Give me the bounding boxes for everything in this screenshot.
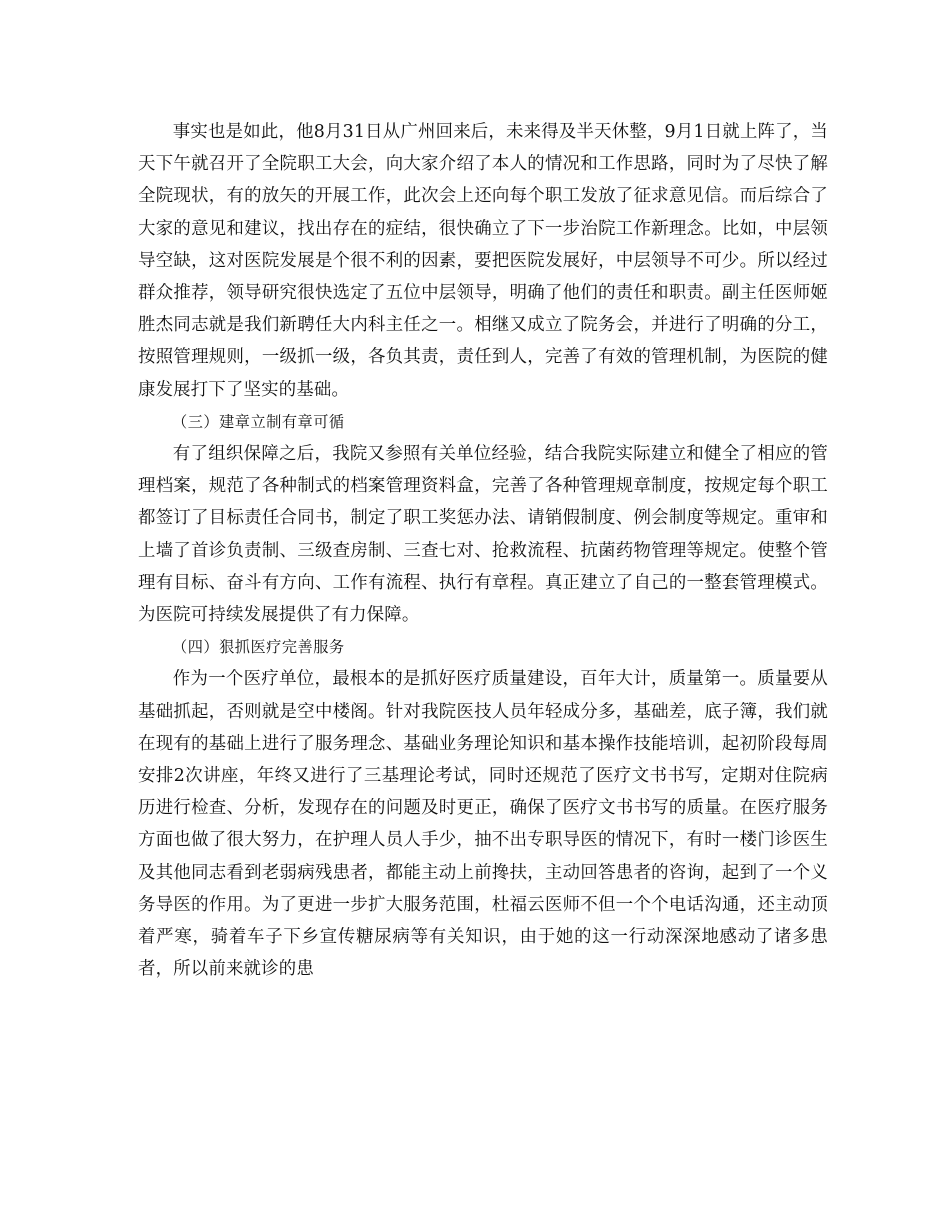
document-body: [138, 116, 828, 985]
paragraph-medical-service: 作为一个医疗单位，最根本的是抓好医疗质量建设，百年大计，质量第一。质量要从基础抓起，否则就是空中楼阁。针对我院医技人员年轻成分多，基础差，底子簿，我们就在现有的基础上进行了服务理念、基础业务理论知识和基本操作技能培训，起初阶段每周安排2次讲座，年终又进行了三基理论考试，同时还规范了医疗文书书写，定期对住院病历进行检查、分析，发现存在的问题及时更正，确保了医疗文书书写的质量。在医疗服务方面也做了很大努力，在护理人员人手少，抽不出专职导医的情况下，有时一楼门诊医生及其他同志看到老弱病残患者，都能主动上前搀扶，主动回答患者的咨询，起到了一个义务导医的作用。为了更进一步扩大服务范围，杜福云医师不但一个个电话沟通，还主动顶着严寒，骑着车子下乡宣传糖尿病等有关知识，由于她的这一行动深深地感动了诸多患者，所以前来就诊的患: [138, 669, 828, 980]
paragraph-leadership: 事实也是如此，他8月31日从广州回来后，未来得及半天休整，9月1日就上阵了，当天下午就召开了全院职工大会，向大家介绍了本人的情况和工作思路，同时为了尽快了解全院现状，有的放矢的开展工作，此次会上还向每个职工发放了征求意见信。而后综合了大家的意见和建议，找出存在的症结，很快确立了下一步治院工作新理念。比如，中层领导空缺，这对医院发展是个很不利的因素，要把医院发展好，中层领导不可少。所以经过群众推荐，领导研究很快选定了五位中层领导，明确了他们的责任和职责。副主任医师姬胜杰同志就是我们新聘任大内科主任之一。相继又成立了院务会，并进行了明确的分工，按照管理规则，一级抓一级，各负其责，责任到人，完善了有效的管理机制，为医院的健康发展打下了坚实的基础。: [138, 122, 828, 400]
paragraph-regulations: 有了组织保障之后，我院又参照有关单位经验，结合我院实际建立和健全了相应的管理档案，规范了各种制式的档案管理资料盒，完善了各种管理规章制度，按规定每个职工都签订了目标责任合同书，制定了职工奖惩办法、请销假制度、例会制度等规定。重审和上墙了首诊负责制、三级查房制、三查七对、抢救流程、抗菌药物管理等规定。使整个管理有目标、奋斗有方向、工作有流程、执行有章程。真正建立了自己的一整套管理模式。为医院可持续发展提供了有力保障。: [138, 444, 828, 626]
section-heading-3: （三）建章立制有章可循: [172, 412, 345, 431]
section-heading-4: （四）狠抓医疗完善服务: [172, 638, 345, 657]
